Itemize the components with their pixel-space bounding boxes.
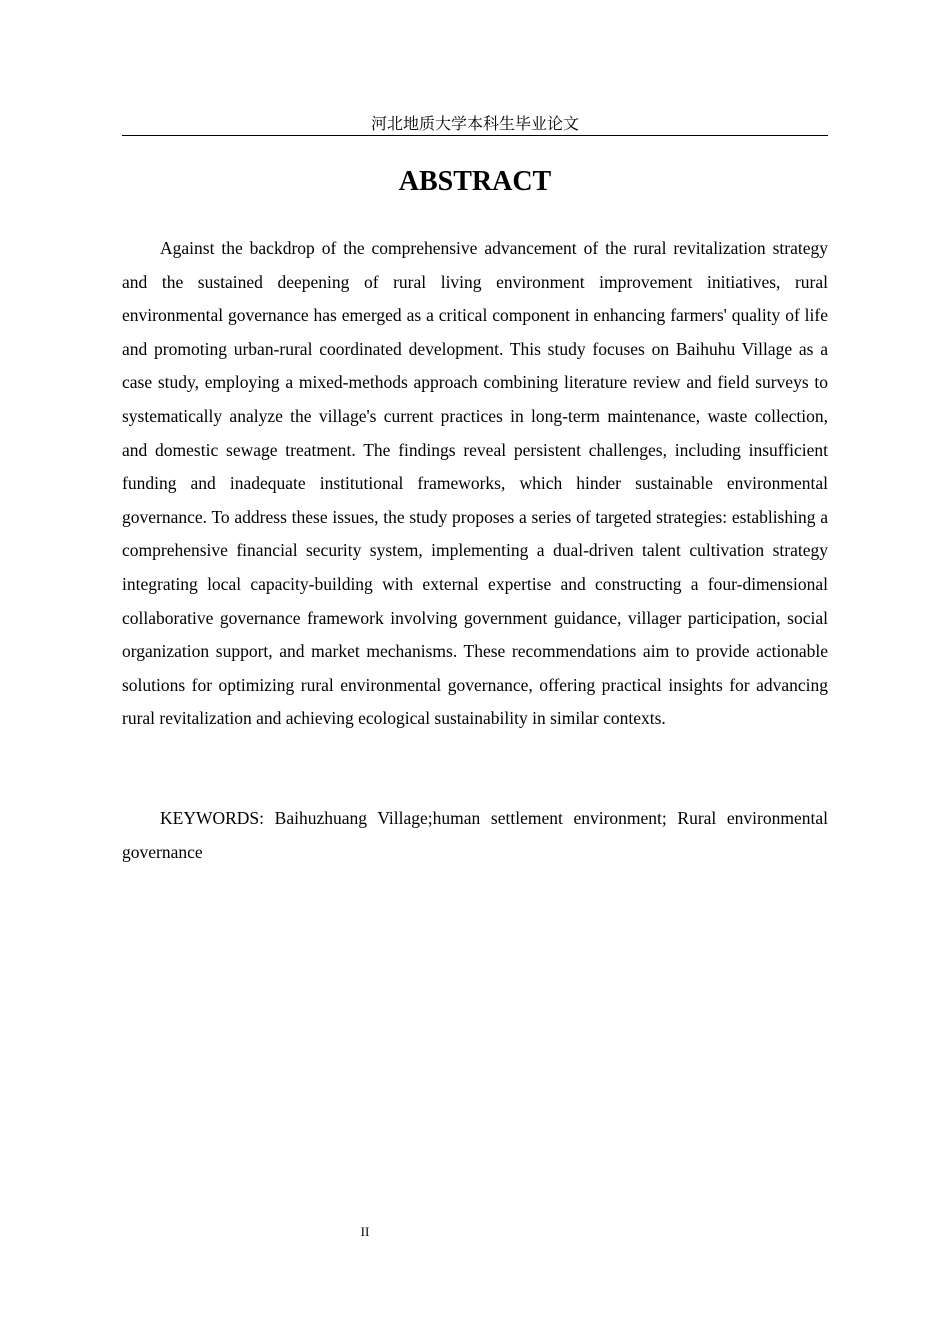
- abstract-title: ABSTRACT: [398, 166, 552, 197]
- running-header: 河北地质大学本科生毕业论文: [122, 114, 828, 136]
- page-number: II: [360, 1224, 370, 1239]
- keywords-paragraph: [122, 802, 828, 869]
- keywords-label: KEYWORDS:: [160, 808, 265, 828]
- keywords-text: Baihuzhuang Village;human settlement environment; Rural environmental governance: [122, 808, 828, 862]
- abstract-body: Against the backdrop of the comprehensive advancement of the rural revitalization strategy and the sustained deepening of rural living environment improvement initiatives, rural environmental governance has emerged as a critical component in enhancing farmers' quality of life and promoting urban-rural coordinated development. This study focuses on Baihuhu Village as a case study, employing a mixed-methods approach combining literature review and field surveys to systematically analyze the village's current practices in long-term maintenance, waste collection, and domestic sewage treatment. The findings reveal persistent challenges, including insufficient funding and inadequate institutional frameworks, which hinder sustainable environmental governance. To address these issues, the study proposes a series of targeted strategies: establishing a comprehensive financial security system, implementing a dual-driven talent cultivation strategy integrating local capacity-building with external expertise and constructing a four-dimensional collaborative governance framework involving government guidance, villager participation, social organization support, and market mechanisms. These recommendations aim to provide actionable solutions for optimizing rural environmental governance, offering practical insights for advancing rural revitalization and achieving ecological sustainability in similar contexts.: [122, 238, 828, 729]
